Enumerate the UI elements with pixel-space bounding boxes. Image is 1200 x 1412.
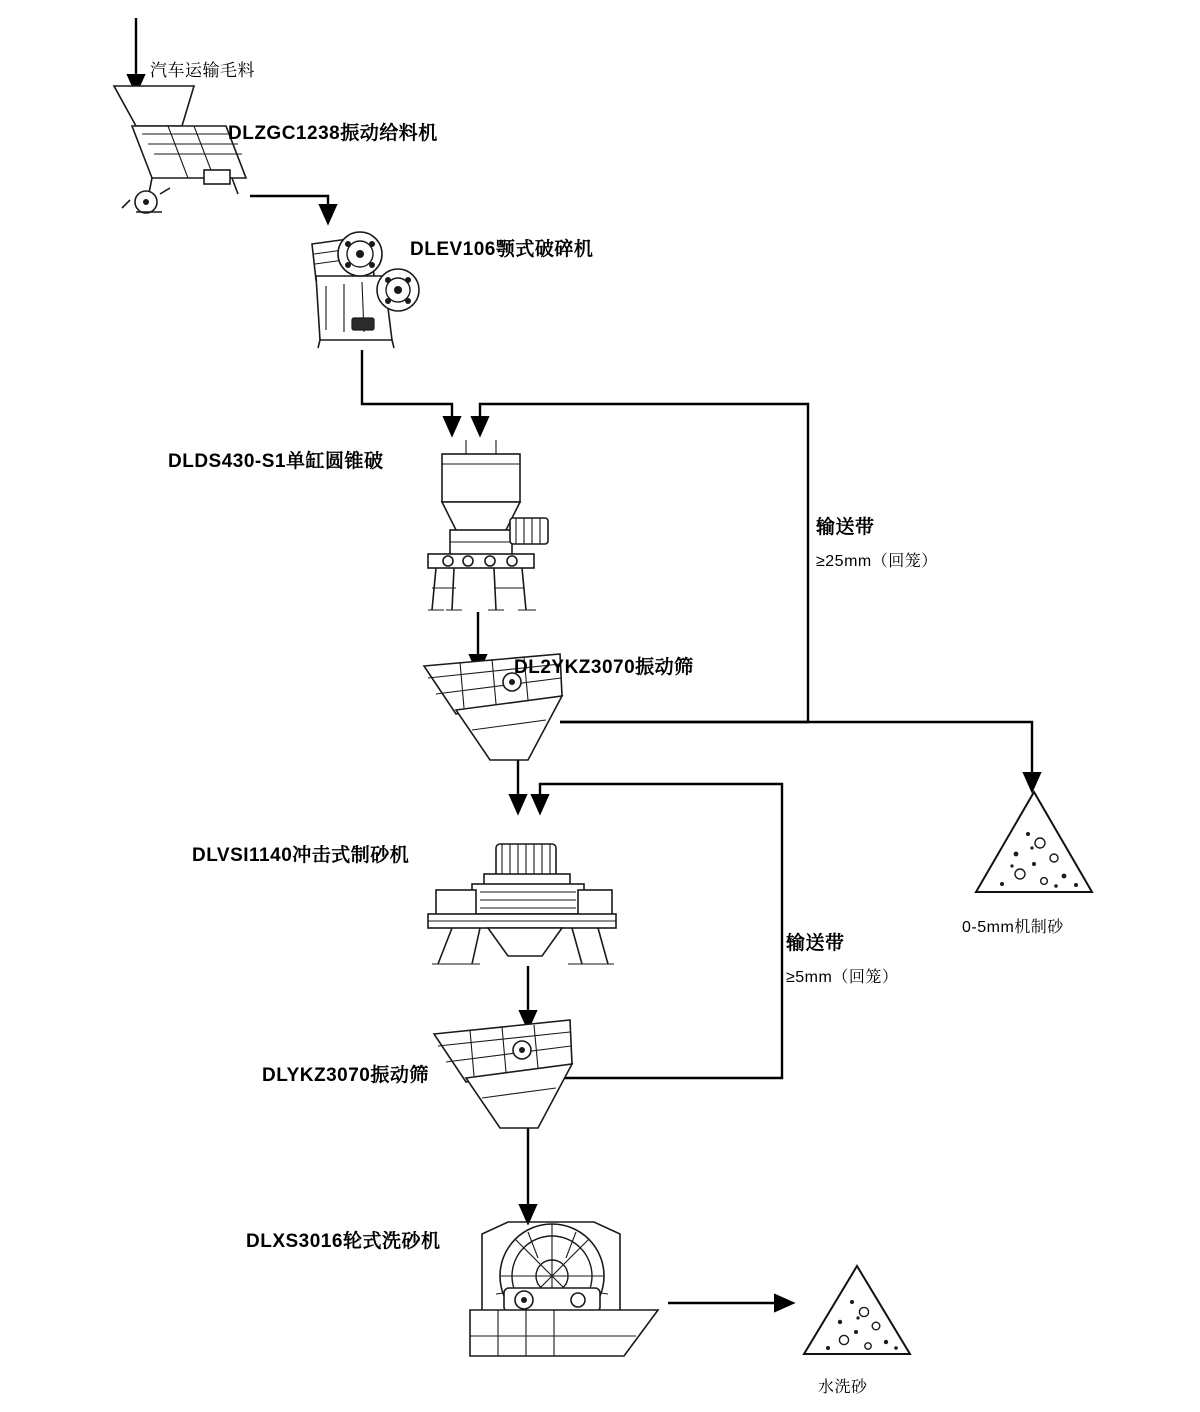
product-pile-machine-sand (968, 788, 1100, 900)
arrow-screen1-to-sand-pile (560, 722, 1032, 790)
label-conveyor-5-line1: 输送带 (786, 933, 845, 954)
equipment-vibrating-feeder (108, 82, 278, 222)
label-feed-source: 汽车运输毛料 (150, 61, 255, 80)
label-vibrating-screen-2: DLYKZ3070振动筛 (262, 1065, 429, 1086)
equipment-vibrating-screen-2 (430, 1018, 580, 1140)
equipment-sand-washer (452, 1218, 672, 1360)
label-conveyor-5-line2: ≥5mm（回笼） (786, 969, 899, 986)
product-pile-washed-sand (796, 1262, 918, 1362)
label-product-washed-sand: 水洗砂 (818, 1379, 868, 1396)
label-cone-crusher: DLDS430-S1单缸圆锥破 (168, 451, 384, 472)
equipment-vsi-sand-maker (422, 828, 622, 970)
label-conveyor-25-line1: 输送带 (816, 517, 875, 538)
label-vibrating-feeder: DLZGC1238振动给料机 (228, 123, 438, 144)
equipment-cone-crusher (398, 438, 568, 616)
label-sand-washer: DLXS3016轮式洗砂机 (246, 1231, 441, 1252)
label-conveyor-25-line2: ≥25mm（回笼） (816, 553, 938, 570)
label-jaw-crusher: DLEV106颚式破碎机 (410, 239, 594, 260)
label-vsi-sand-maker: DLVSI1140冲击式制砂机 (192, 845, 410, 866)
arrow-jaw-to-cone (362, 350, 452, 434)
label-vibrating-screen-1: DL2YKZ3070振动筛 (514, 657, 694, 678)
label-product-machine-sand: 0-5mm机制砂 (962, 919, 1064, 936)
